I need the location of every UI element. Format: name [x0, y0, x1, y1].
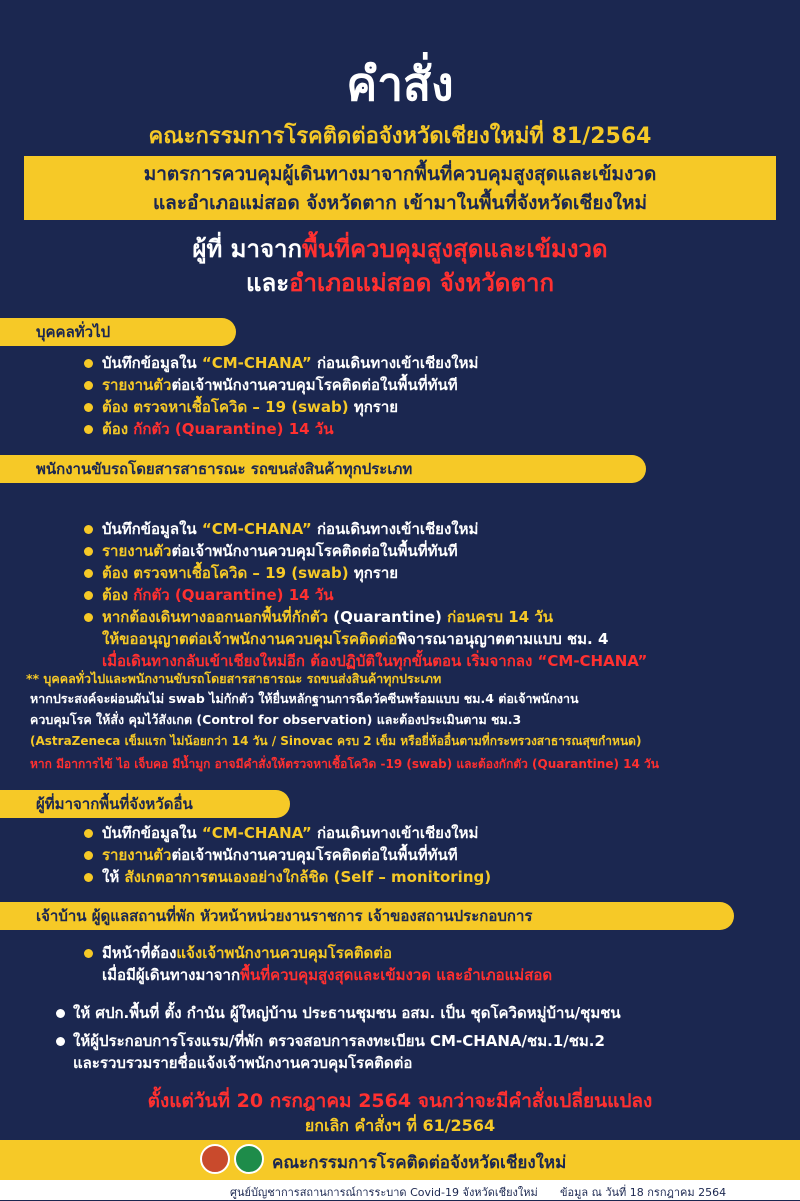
- list-item: รายงานตัวต่อเจ้าพนักงานควบคุมโรคติดต่อในพื้นที่ทันที: [84, 374, 478, 396]
- list-item: บันทึกข้อมูลใน “CM-CHANA” ก่อนเดินทางเข้าเชียงใหม่: [84, 352, 478, 374]
- footer-org-name: คณะกรรมการโรคติดต่อจังหวัดเชียงใหม่: [272, 1153, 567, 1173]
- list-item: หากต้องเดินทางออกนอกพื้นที่กักตัว (Quarantine) ก่อนครบ 14 วัน: [84, 606, 647, 628]
- banner-line-1: มาตรการควบคุมผู้เดินทางมาจากพื้นที่ควบคุมสูงสุดและเข้มงวด: [143, 163, 657, 185]
- tab-drivers: พนักงานขับรถโดยสารสาธารณะ รถขนส่งสินค้าทุกประเภท: [0, 455, 646, 483]
- measure-banner: [24, 156, 776, 220]
- target-and: และ: [246, 269, 290, 297]
- list-item: ให้ขออนุญาตต่อเจ้าพนักงานควบคุมโรคติดต่อพิจารณาอนุญาตตามแบบ ชม. 4: [102, 630, 609, 648]
- list-item: รายงานตัวต่อเจ้าพนักงานควบคุมโรคติดต่อในพื้นที่ทันที: [84, 844, 491, 866]
- effective-date: ตั้งแต่วันที่ 20 กรกฎาคม 2564 จนกว่าจะมีคำสั่งเปลี่ยนแปลง: [147, 1090, 653, 1112]
- list-item: เมื่อมีผู้เดินทางมาจากพื้นที่ควบคุมสูงสุดและเข้มงวด และอำเภอแม่สอด: [102, 966, 553, 984]
- list-item: ต้อง กักตัว (Quarantine) 14 วัน: [84, 418, 478, 440]
- list-item: ต้อง ตรวจหาเชื้อโควิด – 19 (swab) ทุกราย: [84, 396, 478, 418]
- list-item: ให้ สังเกตอาการตนเองอย่างใกล้ชิด (Self – monitoring): [84, 866, 491, 888]
- list-item: บันทึกข้อมูลใน “CM-CHANA” ก่อนเดินทางเข้าเชียงใหม่: [84, 822, 491, 844]
- note-line-2: หากประสงค์จะผ่อนผันไม่ swab ไม่กักตัว ให้ยื่นหลักฐานการฉีดวัคซีนพร้อมแบบ ชม.4 ต่อเจ้าพนักงาน: [30, 691, 579, 706]
- page-subtitle: คณะกรรมการโรคติดต่อจังหวัดเชียงใหม่ที่ 81/2564: [148, 124, 652, 149]
- list-item: ต้อง กักตัว (Quarantine) 14 วัน: [84, 584, 647, 606]
- list-item: ต้อง ตรวจหาเชื้อโควิด – 19 (swab) ทุกราย: [84, 562, 647, 584]
- note-line-5: หาก มีอาการไข้ ไอ เจ็บคอ มีน้ำมูก อาจมีคำสั่งให้ตรวจหาเชื้อโควิด -19 (swab) และต้องกักตัว (Quarantine) 14 วัน: [30, 757, 659, 771]
- target-from: ผู้ที่ มาจาก: [192, 235, 303, 263]
- target-line-1: [0, 232, 800, 266]
- target-zone: พื้นที่ควบคุมสูงสุดและเข้มงวด: [302, 235, 608, 263]
- list-item: มีหน้าที่ต้องแจ้งเจ้าพนักงานควบคุมโรคติดต่อ: [84, 942, 552, 964]
- province-seal-icon: [200, 1144, 230, 1174]
- general-list: [84, 352, 478, 440]
- target-district: อำเภอแม่สอด จังหวัดตาก: [289, 269, 554, 297]
- footer-info-bar: [0, 1180, 800, 1200]
- bottom-bullet-2-cont: และรวบรวมรายชื่อแจ้งเจ้าพนักงานควบคุมโรคติดต่อ: [73, 1054, 413, 1072]
- list-item: บันทึกข้อมูลใน “CM-CHANA” ก่อนเดินทางเข้าเชียงใหม่: [84, 518, 647, 540]
- other-provinces-list: [84, 822, 491, 888]
- tab-general-public: บุคคลทั่วไป: [0, 318, 236, 346]
- tab-other-provinces: ผู้ที่มาจากพื้นที่จังหวัดอื่น: [0, 790, 290, 818]
- bottom-bullet-2: ให้ผู้ประกอบการโรงแรม/ที่พัก ตรวจสอบการลงทะเบียน CM-CHANA/ชม.1/ชม.2: [56, 1030, 605, 1052]
- health-ministry-icon: [234, 1144, 264, 1174]
- target-line-2: [0, 266, 800, 300]
- target-heading: [0, 232, 800, 300]
- revoke-order: ยกเลิก คำสั่งฯ ที่ 61/2564: [304, 1116, 496, 1135]
- drivers-list: [84, 518, 647, 672]
- footer-date: ข้อมูล ณ วันที่ 18 กรกฎาคม 2564: [560, 1186, 727, 1199]
- list-item: รายงานตัวต่อเจ้าพนักงานควบคุมโรคติดต่อในพื้นที่ทันที: [84, 540, 647, 562]
- note-line-3: ควบคุมโรค ให้สั่ง คุมไว้สังเกต (Control for observation) และต้องประเมินตาม ชม.3: [30, 712, 522, 727]
- bottom-bullet-1: ให้ ศปก.พื้นที่ ตั้ง กำนัน ผู้ใหญ่บ้าน ประธานชุมชน อสม. เป็น ชุดโควิดหมู่บ้าน/ชุมชน: [56, 1002, 621, 1024]
- list-item: เมื่อเดินทางกลับเข้าเชียงใหม่อีก ต้องปฏิบัติในทุกขั้นตอน เริ่มจากลง “CM-CHANA”: [102, 652, 648, 670]
- footer-center-name: ศูนย์บัญชาการสถานการณ์การระบาด Covid-19 จังหวัดเชียงใหม่: [230, 1186, 538, 1199]
- tab-hosts: เจ้าบ้าน ผู้ดูแลสถานที่พัก หัวหน้าหน่วยงานราชการ เจ้าของสถานประกอบการ: [0, 902, 734, 930]
- page-title: คำสั่ง: [346, 57, 454, 111]
- note-line-4: (AstraZeneca เข็มแรก ไม่น้อยกว่า 14 วัน / Sinovac ครบ 2 เข็ม หรือยี่ห้ออื่นตามที่กระทรวงสาธารณสุขกำหนด): [30, 734, 642, 748]
- hosts-list: [84, 942, 552, 986]
- note-line-1: ** บุคคลทั่วไปและพนักงานขับรถโดยสารสาธารณะ รถขนส่งสินค้าทุกประเภท: [26, 671, 442, 686]
- banner-line-2: และอำเภอแม่สอด จังหวัดตาก เข้ามาในพื้นที่จังหวัดเชียงใหม่: [152, 192, 648, 214]
